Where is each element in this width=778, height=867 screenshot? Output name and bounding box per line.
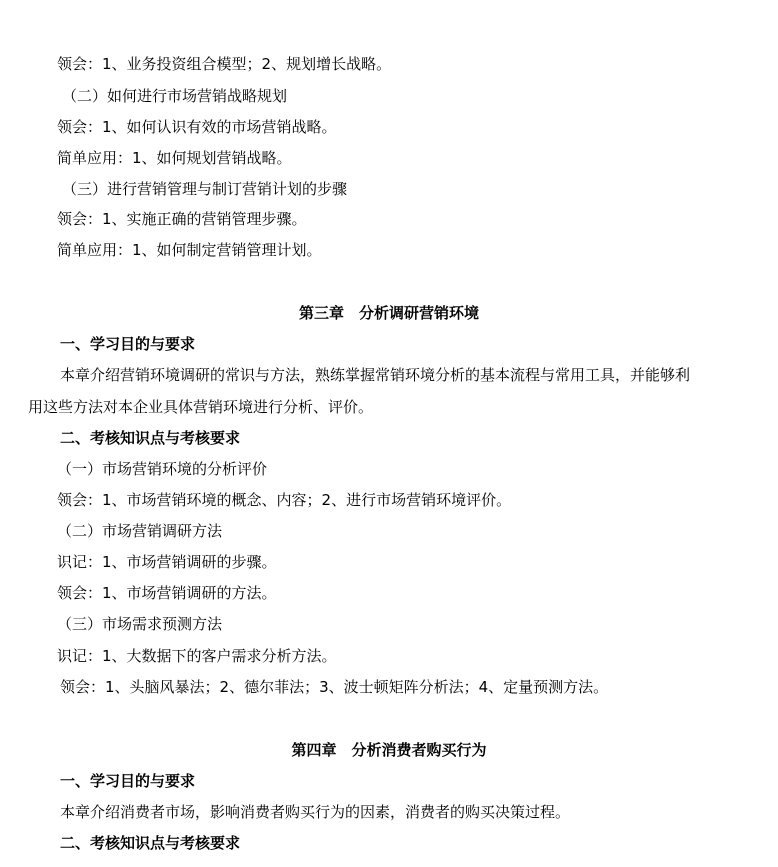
subsection-title: （二）如何进行市场营销战略规划: [62, 87, 288, 105]
understand-line: 领会：1、市场营销调研的方法。: [57, 584, 277, 602]
paragraph-line: 用这些方法对本企业具体营销环境进行分析、评价。: [28, 398, 374, 416]
section-heading: 一、学习目的与要求: [60, 335, 196, 353]
subsection-title: （三）市场需求预测方法: [57, 615, 223, 633]
chapter-3-title: 第三章 分析调研营销环境: [298, 304, 479, 322]
subsection-title: （二）市场营销调研方法: [57, 522, 223, 540]
section-heading: 一、学习目的与要求: [60, 772, 196, 790]
understand-line: 领会：1、业务投资组合模型；2、规划增长战略。: [57, 55, 392, 73]
subsection-title: （一）市场营销环境的分析评价: [57, 460, 268, 478]
paragraph-line: 本章介绍营销环境调研的常识与方法，熟练掌握常销环境分析的基本流程与常用工具，并能够利: [60, 366, 691, 384]
subsection-title: （三）进行营销管理与制订营销计划的步骤: [62, 180, 348, 198]
understand-line: 领会：1、实施正确的营销管理步骤。: [57, 210, 307, 228]
apply-line: 简单应用：1、如何制定营销管理计划。: [57, 241, 322, 259]
understand-line: 领会：1、市场营销环境的概念、内容；2、进行市场营销环境评价。: [57, 491, 512, 509]
understand-line: 领会：1、如何认识有效的市场营销战略。: [57, 118, 337, 136]
section-heading: 二、考核知识点与考核要求: [60, 429, 241, 447]
recall-line: 识记：1、市场营销调研的步骤。: [57, 553, 277, 571]
apply-line: 简单应用：1、如何规划营销战略。: [57, 149, 292, 167]
section-heading: 二、考核知识点与考核要求: [60, 834, 241, 852]
understand-line: 领会：1、头脑风暴法；2、德尔菲法；3、波士顿矩阵分析法；4、定量预测方法。: [60, 678, 609, 696]
paragraph-line: 本章介绍消费者市场，影响消费者购买行为的因素，消费者的购买决策过程。: [60, 803, 571, 821]
chapter-4-title: 第四章 分析消费者购买行为: [291, 741, 487, 759]
recall-line: 识记：1、大数据下的客户需求分析方法。: [57, 647, 337, 665]
